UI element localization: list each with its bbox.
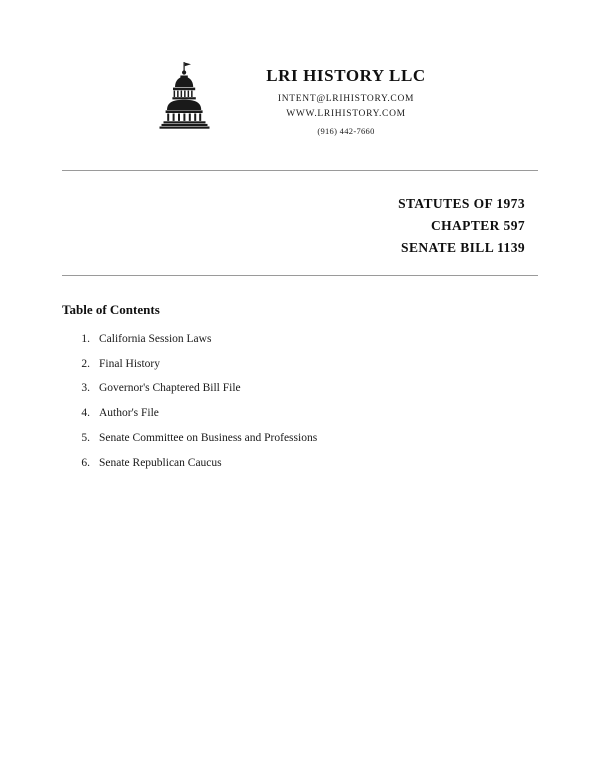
list-item <box>68 381 600 396</box>
toc-item-number: 6. <box>81 457 90 470</box>
letterhead <box>0 0 600 136</box>
list-item <box>68 406 600 421</box>
toc-list <box>62 332 600 472</box>
toc-item-number: 2. <box>81 357 90 370</box>
capitol-dome-icon <box>154 60 216 130</box>
chapter-number: CHAPTER 597 <box>430 217 525 233</box>
list-item <box>68 332 600 347</box>
title-block <box>0 171 600 259</box>
toc-item-label: Governor's Chaptered Bill File <box>99 382 241 395</box>
toc-heading: Table of Contents <box>62 301 160 317</box>
toc-item-label: Author's File <box>99 407 159 420</box>
list-item <box>68 431 600 446</box>
toc-item-label: California Session Laws <box>99 332 212 345</box>
firm-email: INTENT@LRIHISTORY.COM <box>277 94 415 104</box>
list-item <box>68 456 600 471</box>
table-of-contents <box>0 276 600 472</box>
toc-item-number: 4. <box>81 407 90 420</box>
toc-item-label: Final History <box>99 357 161 370</box>
list-item <box>68 357 600 372</box>
bill-number: SENATE BILL 1139 <box>401 239 525 255</box>
toc-item-label: Senate Committee on Business and Professions <box>99 432 318 445</box>
masthead <box>226 56 466 136</box>
toc-item-number: 5. <box>81 432 90 445</box>
firm-name: LRI HISTORY LLC <box>266 66 426 85</box>
toc-item-number: 1. <box>81 332 90 345</box>
toc-item-label: Senate Republican Caucus <box>99 457 222 470</box>
statutes-year: STATUTES OF 1973 <box>398 196 525 211</box>
firm-phone: (916) 442-7660 <box>317 126 375 136</box>
toc-item-number: 3. <box>81 382 90 395</box>
firm-website: WWW.LRIHISTORY.COM <box>286 109 406 119</box>
